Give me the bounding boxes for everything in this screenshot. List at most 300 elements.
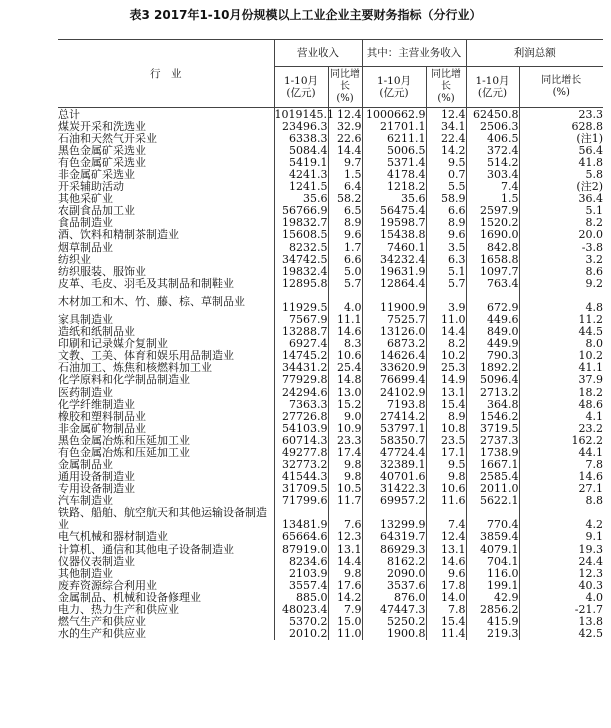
revenue-value: 6338.3	[274, 132, 328, 144]
revenue-value: 7363.3	[274, 398, 328, 410]
profit-yoy: 41.8	[519, 156, 603, 168]
revenue-yoy: 12.3	[328, 531, 362, 543]
revenue-yoy: 14.2	[328, 591, 362, 603]
revenue-value: 49277.8	[274, 446, 328, 458]
industry-name: 煤炭开采和洗选业	[58, 119, 146, 133]
table-row	[58, 616, 603, 628]
main-revenue-value: 13299.9	[362, 507, 426, 531]
profit-value: 1690.0	[466, 229, 519, 241]
main-revenue-yoy: 9.5	[426, 459, 466, 471]
revenue-yoy: 25.4	[328, 362, 362, 374]
industry-name: 黑色金属矿采选业	[58, 143, 146, 157]
main-revenue-yoy: 13.1	[426, 386, 466, 398]
main-revenue-value: 19631.9	[362, 265, 426, 277]
table-row	[58, 628, 603, 640]
revenue-value: 65664.6	[274, 531, 328, 543]
main-revenue-value: 34232.4	[362, 253, 426, 265]
table-row	[58, 108, 603, 121]
industry-name: 总计	[58, 107, 80, 121]
main-revenue-period-header: 1-10月 (亿元)	[362, 67, 426, 108]
table-row	[58, 446, 603, 458]
industry-name: 有色金属矿采选业	[58, 155, 146, 169]
industry-name: 木材加工和木、竹、藤、棕、草制品业	[58, 294, 245, 308]
revenue-value: 5370.2	[274, 616, 328, 628]
revenue-value: 2103.9	[274, 567, 328, 579]
table-row	[58, 507, 603, 531]
revenue-yoy-header: 同比增长 (%)	[328, 67, 362, 108]
table-row	[58, 543, 603, 555]
profit-yoy: 5.1	[519, 205, 603, 217]
profit-yoy-header: 同比增长 (%)	[519, 67, 603, 108]
main-revenue-yoy: 17.8	[426, 579, 466, 591]
main-revenue-value: 6211.1	[362, 132, 426, 144]
table-row	[58, 326, 603, 338]
revenue-value: 19832.4	[274, 265, 328, 277]
main-revenue-value: 35.6	[362, 193, 426, 205]
table-row	[58, 459, 603, 471]
industry-name: 石油和天然气开采业	[58, 131, 157, 145]
profit-yoy: 9.1	[519, 531, 603, 543]
industry-name: 铁路、船舶、航空航天和其他运输设备制造业	[58, 506, 267, 531]
industry-name: 其他制造业	[58, 566, 113, 580]
revenue-yoy: 6.4	[328, 181, 362, 193]
revenue-yoy: 14.4	[328, 555, 362, 567]
profit-yoy: 41.1	[519, 362, 603, 374]
revenue-value: 15608.5	[274, 229, 328, 241]
profit-value: 1892.2	[466, 362, 519, 374]
revenue-yoy: 9.0	[328, 410, 362, 422]
main-revenue-value: 7193.8	[362, 398, 426, 410]
profit-value: 2506.3	[466, 120, 519, 132]
main-revenue-yoy: 34.1	[426, 120, 466, 132]
main-revenue-yoy: 15.4	[426, 616, 466, 628]
main-revenue-yoy: 14.9	[426, 374, 466, 386]
revenue-value: 3557.4	[274, 579, 328, 591]
revenue-yoy: 58.2	[328, 193, 362, 205]
profit-yoy: 18.2	[519, 386, 603, 398]
revenue-value: 12895.8	[274, 277, 328, 289]
table-row	[58, 483, 603, 495]
profit-value: 849.0	[466, 326, 519, 338]
main-revenue-yoy: 22.4	[426, 132, 466, 144]
industry-name: 纺织服装、服饰业	[58, 264, 146, 278]
main-revenue-yoy: 8.2	[426, 338, 466, 350]
industry-name: 燃气生产和供应业	[58, 615, 146, 629]
revenue-value: 8232.5	[274, 241, 328, 253]
profit-value: 406.5	[466, 132, 519, 144]
main-revenue-yoy: 14.4	[426, 326, 466, 338]
profit-value: 770.4	[466, 507, 519, 531]
industry-name: 食品制造业	[58, 216, 113, 230]
industry-name: 家具制造业	[58, 312, 113, 326]
revenue-value: 54103.9	[274, 422, 328, 434]
revenue-yoy: 7.6	[328, 507, 362, 531]
profit-yoy: 10.2	[519, 350, 603, 362]
main-revenue-value: 64319.7	[362, 531, 426, 543]
revenue-yoy: 17.4	[328, 446, 362, 458]
profit-yoy: 4.0	[519, 591, 603, 603]
revenue-yoy: 14.6	[328, 326, 362, 338]
table-title: 表3 2017年1-10月份规模以上工业企业主要财务指标（分行业）	[129, 8, 482, 22]
table-row	[58, 579, 603, 591]
profit-yoy: 56.4	[519, 144, 603, 156]
revenue-yoy: 1.5	[328, 168, 362, 180]
main-revenue-value: 1900.8	[362, 628, 426, 640]
revenue-yoy: 5.0	[328, 265, 362, 277]
main-revenue-value: 7460.1	[362, 241, 426, 253]
revenue-yoy: 6.6	[328, 253, 362, 265]
industry-name: 水的生产和供应业	[58, 627, 146, 641]
main-revenue-value: 27414.2	[362, 410, 426, 422]
profit-value: 1658.8	[466, 253, 519, 265]
profit-value: 672.9	[466, 289, 519, 313]
main-revenue-value: 47447.3	[362, 603, 426, 615]
table-row	[58, 410, 603, 422]
main-revenue-value: 76699.4	[362, 374, 426, 386]
main-revenue-yoy: 6.3	[426, 253, 466, 265]
main-revenue-yoy: 23.5	[426, 434, 466, 446]
industry-name: 有色金属冶炼和压延加工业	[58, 445, 190, 459]
industry-name: 仪器仪表制造业	[58, 554, 135, 568]
profit-yoy: 40.3	[519, 579, 603, 591]
profit-yoy: 4.2	[519, 507, 603, 531]
main-revenue-value: 3537.6	[362, 579, 426, 591]
table-row	[58, 374, 603, 386]
profit-yoy: 3.2	[519, 253, 603, 265]
profit-yoy: 8.6	[519, 265, 603, 277]
main-revenue-value: 2090.0	[362, 567, 426, 579]
profit-value: 704.1	[466, 555, 519, 567]
main-revenue-value: 69957.2	[362, 495, 426, 507]
profit-yoy: 5.8	[519, 168, 603, 180]
table-row	[58, 386, 603, 398]
profit-value: 42.9	[466, 591, 519, 603]
main-revenue-value: 53797.1	[362, 422, 426, 434]
profit-value: 364.8	[466, 398, 519, 410]
main-revenue-value: 5371.4	[362, 156, 426, 168]
revenue-value: 87919.0	[274, 543, 328, 555]
revenue-value: 56766.9	[274, 205, 328, 217]
revenue-value: 13481.9	[274, 507, 328, 531]
main-revenue-value: 13126.0	[362, 326, 426, 338]
main-revenue-header: 其中：主营业务收入	[362, 40, 466, 67]
revenue-yoy: 23.3	[328, 434, 362, 446]
main-revenue-yoy: 25.3	[426, 362, 466, 374]
industry-name: 金属制品业	[58, 458, 113, 472]
industry-header: 行 业	[58, 40, 274, 108]
profit-yoy: 4.1	[519, 410, 603, 422]
profit-yoy: 14.6	[519, 471, 603, 483]
profit-value: 2011.0	[466, 483, 519, 495]
table-row	[58, 313, 603, 325]
table-row	[58, 555, 603, 567]
table-row	[58, 144, 603, 156]
table-row	[58, 603, 603, 615]
profit-value: 1667.1	[466, 459, 519, 471]
profit-value: 1546.2	[466, 410, 519, 422]
profit-value: 449.9	[466, 338, 519, 350]
revenue-value: 60714.3	[274, 434, 328, 446]
profit-value: 4079.1	[466, 543, 519, 555]
table-row	[58, 398, 603, 410]
revenue-yoy: 11.1	[328, 313, 362, 325]
revenue-value: 13288.7	[274, 326, 328, 338]
main-revenue-yoy: 14.6	[426, 555, 466, 567]
profit-yoy: 27.1	[519, 483, 603, 495]
main-revenue-value: 7525.7	[362, 313, 426, 325]
main-revenue-yoy: 14.0	[426, 591, 466, 603]
revenue-yoy: 17.6	[328, 579, 362, 591]
revenue-value: 32773.2	[274, 459, 328, 471]
revenue-yoy: 9.8	[328, 567, 362, 579]
profit-value: 449.6	[466, 313, 519, 325]
table-row	[58, 531, 603, 543]
revenue-value: 1241.5	[274, 181, 328, 193]
revenue-yoy: 22.6	[328, 132, 362, 144]
revenue-value: 41544.3	[274, 471, 328, 483]
revenue-value: 34742.5	[274, 253, 328, 265]
main-revenue-yoy: 9.5	[426, 156, 466, 168]
table-row	[58, 338, 603, 350]
main-revenue-value: 6873.2	[362, 338, 426, 350]
table-row	[58, 120, 603, 132]
revenue-yoy: 13.1	[328, 543, 362, 555]
industry-name: 汽车制造业	[58, 494, 113, 508]
main-revenue-value: 11900.9	[362, 289, 426, 313]
revenue-yoy: 9.8	[328, 459, 362, 471]
profit-yoy: 36.4	[519, 193, 603, 205]
revenue-value: 31709.5	[274, 483, 328, 495]
profit-value: 3719.5	[466, 422, 519, 434]
main-revenue-yoy: 5.1	[426, 265, 466, 277]
main-revenue-yoy: 14.2	[426, 144, 466, 156]
profit-yoy: 23.3	[519, 108, 603, 121]
revenue-value: 71799.6	[274, 495, 328, 507]
main-revenue-yoy: 11.0	[426, 313, 466, 325]
profit-value: 790.3	[466, 350, 519, 362]
main-revenue-yoy: 7.8	[426, 603, 466, 615]
profit-value: 3859.4	[466, 531, 519, 543]
table-row	[58, 229, 603, 241]
profit-yoy: 48.6	[519, 398, 603, 410]
industry-name: 皮革、毛皮、羽毛及其制品和制鞋业	[58, 276, 234, 290]
profit-value: 763.4	[466, 277, 519, 289]
revenue-yoy: 13.0	[328, 386, 362, 398]
main-revenue-yoy: 7.4	[426, 507, 466, 531]
main-revenue-value: 21701.1	[362, 120, 426, 132]
table-row	[58, 471, 603, 483]
main-revenue-value: 876.0	[362, 591, 426, 603]
revenue-value: 7567.9	[274, 313, 328, 325]
profit-yoy: -21.7	[519, 603, 603, 615]
main-revenue-value: 15438.8	[362, 229, 426, 241]
profit-value: 5096.4	[466, 374, 519, 386]
revenue-yoy: 14.4	[328, 144, 362, 156]
revenue-value: 2010.2	[274, 628, 328, 640]
main-revenue-value: 1218.2	[362, 181, 426, 193]
table-row	[58, 132, 603, 144]
revenue-header: 营业收入	[274, 40, 362, 67]
industry-name: 造纸和纸制品业	[58, 325, 135, 339]
revenue-value: 5084.4	[274, 144, 328, 156]
main-revenue-yoy: 17.1	[426, 446, 466, 458]
main-revenue-value: 12864.4	[362, 277, 426, 289]
profit-yoy: 11.2	[519, 313, 603, 325]
main-revenue-value: 14626.4	[362, 350, 426, 362]
industry-name: 化学纤维制造业	[58, 397, 135, 411]
profit-yoy: (注1)	[519, 132, 603, 144]
main-revenue-yoy: 11.4	[426, 628, 466, 640]
main-revenue-yoy: 9.8	[426, 471, 466, 483]
profit-yoy: 8.0	[519, 338, 603, 350]
revenue-value: 5419.1	[274, 156, 328, 168]
industry-name: 医药制造业	[58, 385, 113, 399]
revenue-yoy: 1.7	[328, 241, 362, 253]
table-row	[58, 591, 603, 603]
industry-name: 非金属矿物制品业	[58, 421, 146, 435]
profit-value: 2713.2	[466, 386, 519, 398]
table-row	[58, 241, 603, 253]
profit-yoy: 23.2	[519, 422, 603, 434]
financial-indicators-table	[58, 39, 603, 640]
main-revenue-value: 33620.9	[362, 362, 426, 374]
main-revenue-yoy: 10.6	[426, 483, 466, 495]
profit-value: 2737.3	[466, 434, 519, 446]
profit-value: 62450.8	[466, 108, 519, 121]
profit-value: 2597.9	[466, 205, 519, 217]
revenue-value: 11929.5	[274, 289, 328, 313]
main-revenue-value: 40701.6	[362, 471, 426, 483]
profit-value: 219.3	[466, 628, 519, 640]
profit-yoy: 9.2	[519, 277, 603, 289]
revenue-value: 19832.7	[274, 217, 328, 229]
table-row	[58, 434, 603, 446]
main-revenue-yoy: 10.2	[426, 350, 466, 362]
main-revenue-yoy: 9.6	[426, 229, 466, 241]
main-revenue-yoy: 9.6	[426, 567, 466, 579]
profit-yoy: 20.0	[519, 229, 603, 241]
industry-name: 通用设备制造业	[58, 470, 135, 484]
revenue-yoy: 5.7	[328, 277, 362, 289]
main-revenue-value: 86929.3	[362, 543, 426, 555]
revenue-yoy: 10.9	[328, 422, 362, 434]
revenue-period-header: 1-10月 (亿元)	[274, 67, 328, 108]
main-revenue-yoy: 58.9	[426, 193, 466, 205]
industry-name: 化学原料和化学制品制造业	[58, 373, 190, 387]
revenue-value: 24294.6	[274, 386, 328, 398]
table-row	[58, 253, 603, 265]
main-revenue-value: 4178.4	[362, 168, 426, 180]
profit-value: 5622.1	[466, 495, 519, 507]
revenue-yoy: 12.4	[328, 108, 362, 121]
profit-yoy: 42.5	[519, 628, 603, 640]
main-revenue-yoy: 3.9	[426, 289, 466, 313]
industry-name: 其他采矿业	[58, 192, 113, 206]
profit-yoy: 12.3	[519, 567, 603, 579]
revenue-value: 48023.4	[274, 603, 328, 615]
industry-name: 石油加工、炼焦和核燃料加工业	[58, 361, 212, 375]
revenue-yoy: 32.9	[328, 120, 362, 132]
profit-value: 116.0	[466, 567, 519, 579]
profit-header: 利润总额	[466, 40, 603, 67]
main-revenue-value: 47724.4	[362, 446, 426, 458]
revenue-yoy: 14.8	[328, 374, 362, 386]
profit-yoy: 24.4	[519, 555, 603, 567]
industry-name: 印刷和记录媒介复制业	[58, 337, 168, 351]
revenue-value: 35.6	[274, 193, 328, 205]
main-revenue-yoy: 5.7	[426, 277, 466, 289]
industry-name: 黑色金属冶炼和压延加工业	[58, 433, 190, 447]
industry-name: 金属制品、机械和设备修理业	[58, 590, 201, 604]
industry-name: 开采辅助活动	[58, 180, 124, 194]
table-row	[58, 277, 603, 289]
table-row	[58, 265, 603, 277]
profit-value: 1738.9	[466, 446, 519, 458]
main-revenue-yoy: 5.5	[426, 181, 466, 193]
industry-name: 电气机械和器材制造业	[58, 530, 168, 544]
main-revenue-yoy: 8.9	[426, 217, 466, 229]
table-row	[58, 168, 603, 180]
main-revenue-yoy: 3.5	[426, 241, 466, 253]
table-row	[58, 567, 603, 579]
profit-yoy: 19.3	[519, 543, 603, 555]
table-row	[58, 205, 603, 217]
revenue-value: 27726.8	[274, 410, 328, 422]
industry-name: 酒、饮料和精制茶制造业	[58, 228, 179, 242]
profit-yoy: 628.8	[519, 120, 603, 132]
revenue-yoy: 10.6	[328, 350, 362, 362]
revenue-yoy: 8.9	[328, 217, 362, 229]
revenue-value: 23496.3	[274, 120, 328, 132]
profit-value: 372.4	[466, 144, 519, 156]
revenue-yoy: 9.6	[328, 229, 362, 241]
table-row	[58, 193, 603, 205]
profit-yoy: 8.8	[519, 495, 603, 507]
revenue-value: 4241.3	[274, 168, 328, 180]
main-revenue-value: 19598.7	[362, 217, 426, 229]
profit-value: 415.9	[466, 616, 519, 628]
main-revenue-yoy: 12.4	[426, 108, 466, 121]
main-revenue-yoy: 13.1	[426, 543, 466, 555]
main-revenue-yoy: 15.4	[426, 398, 466, 410]
main-revenue-yoy-header: 同比增长 (%)	[426, 67, 466, 108]
revenue-yoy: 10.5	[328, 483, 362, 495]
industry-name: 专用设备制造业	[58, 482, 135, 496]
profit-value: 842.8	[466, 241, 519, 253]
industry-name: 文教、工美、体育和娱乐用品制造业	[58, 349, 234, 363]
profit-yoy: 44.1	[519, 446, 603, 458]
main-revenue-value: 5250.2	[362, 616, 426, 628]
main-revenue-value: 5006.5	[362, 144, 426, 156]
industry-name: 橡胶和塑料制品业	[58, 409, 146, 423]
profit-yoy: 13.8	[519, 616, 603, 628]
profit-period-header: 1-10月 (亿元)	[466, 67, 519, 108]
industry-name: 非金属矿采选业	[58, 168, 135, 182]
main-revenue-value: 56475.4	[362, 205, 426, 217]
table-row	[58, 289, 603, 313]
profit-yoy: -3.8	[519, 241, 603, 253]
profit-value: 1.5	[466, 193, 519, 205]
revenue-value: 1019145.1	[274, 107, 334, 121]
main-revenue-value: 31422.3	[362, 483, 426, 495]
industry-name: 废弃资源综合利用业	[58, 578, 157, 592]
revenue-yoy: 7.9	[328, 603, 362, 615]
main-revenue-value: 58350.7	[362, 434, 426, 446]
revenue-yoy: 15.2	[328, 398, 362, 410]
profit-yoy: 4.8	[519, 289, 603, 313]
profit-value: 1520.2	[466, 217, 519, 229]
profit-yoy: (注2)	[519, 181, 603, 193]
